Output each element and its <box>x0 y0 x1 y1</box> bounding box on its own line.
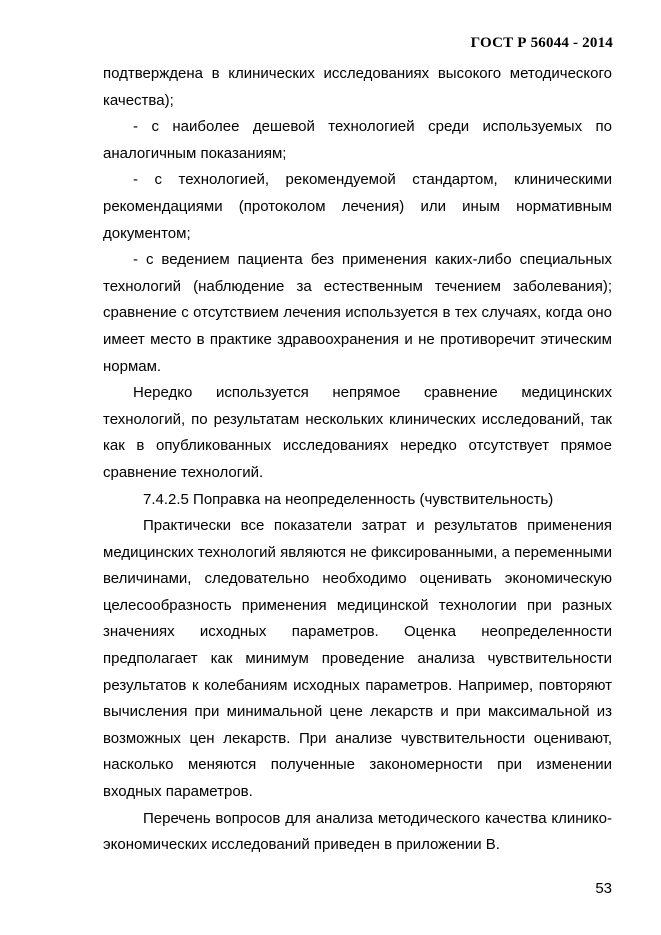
paragraph-indirect-comparison: Нередко используется непрямое сравнение медицинских технологий, по результатам нескольких клинических исследований, так как в опубликованных исследованиях нередко отсутствует прямое сравнение технологий. <box>103 384 612 481</box>
page-number: 53 <box>595 880 612 897</box>
paragraph-appendix-reference: Перечень вопросов для анализа методического качества клинико-экономических исследований приведен в приложении В. <box>103 809 612 854</box>
list-item-recommended: - с технологией, рекомендуемой стандартом, клиническими рекомендациями (протоколом лечения) или иным нормативным документом; <box>103 171 612 242</box>
standard-header: ГОСТ Р 56044 - 2014 <box>470 35 613 51</box>
paragraph-continuation: подтверждена в клинических исследованиях высокого методического качества); <box>103 65 612 109</box>
section-heading: 7.4.2.5 Поправка на неопределенность (чувствительность) <box>143 490 554 508</box>
body-text <box>103 61 612 859</box>
paragraph-sensitivity: Практически все показатели затрат и результатов применения медицинских технологий являются не фиксированными, а переменными величинами, следовательно необходимо оценивать экономическую целесообразность применения медицинской технологии при разных значениях исходных параметров. Оценка неопределенности предполагает как минимум проведение анализа чувствительности результатов к колебаниям исходных параметров. Например, повторяют вычисления при минимальной цене лекарств и при максимальной из возможных цен лекарств. При анализе чувствительности оценивают, насколько меняются полученные закономерности при изменении входных параметров. <box>103 517 612 801</box>
list-item-cheapest: - с наиболее дешевой технологией среди используемых по аналогичным показаниям; <box>103 118 612 162</box>
list-item-no-treatment: - с ведением пациента без применения каких-либо специальных технологий (наблюдение за естественным течением заболевания); сравнение с отсутствием лечения используется в тех случаях, когда оно имеет место в практике здравоохранения и не противоречит этическим нормам. <box>103 251 612 375</box>
